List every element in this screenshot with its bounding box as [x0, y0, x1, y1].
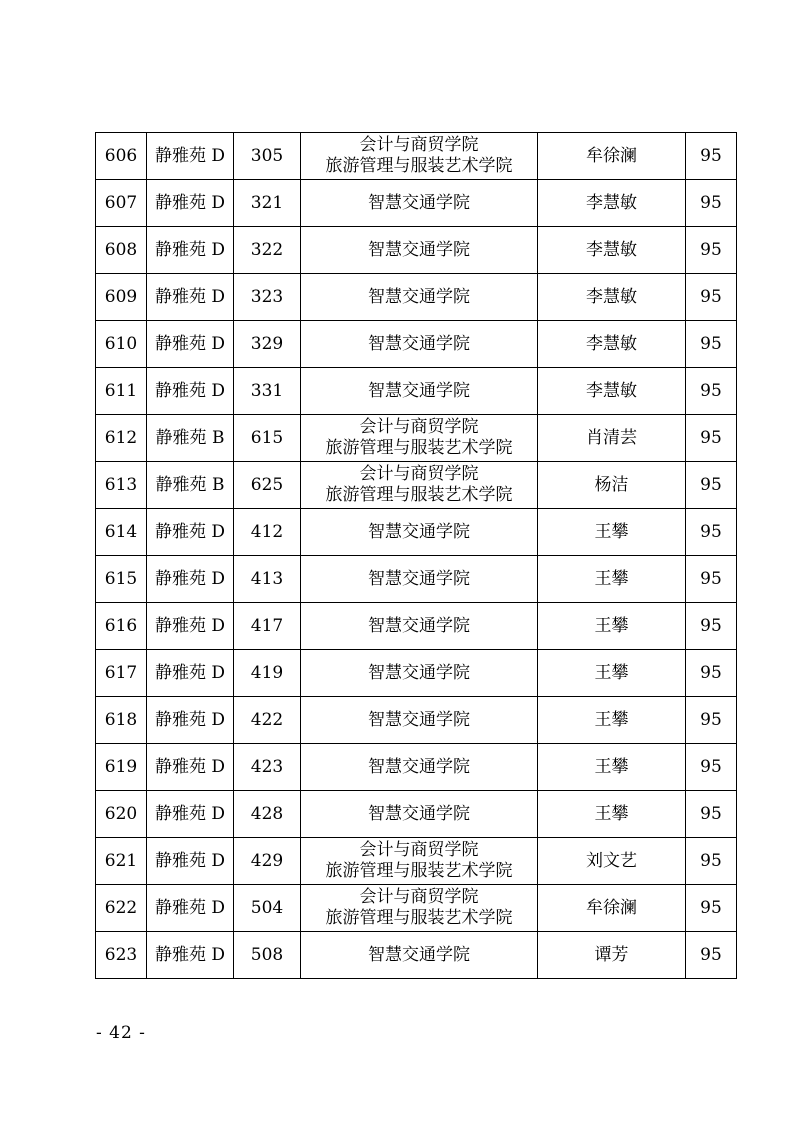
cell-room: 305: [234, 133, 301, 180]
cell-college: [301, 133, 538, 180]
cell-building: 静雅苑 D: [147, 932, 234, 979]
college-line: 智慧交通学院: [368, 380, 470, 401]
cell-building: 静雅苑 D: [147, 133, 234, 180]
cell-room: 422: [234, 697, 301, 744]
college-line: 智慧交通学院: [368, 192, 470, 213]
cell-index: 623: [96, 932, 147, 979]
cell-score: 95: [686, 227, 737, 274]
cell-college: [301, 885, 538, 932]
college-line: 旅游管理与服装艺术学院: [325, 156, 513, 176]
cell-building: 静雅苑 D: [147, 885, 234, 932]
cell-person: 王攀: [538, 697, 686, 744]
cell-index: 620: [96, 791, 147, 838]
table-row: [96, 180, 737, 227]
cell-index: 617: [96, 650, 147, 697]
cell-room: 423: [234, 744, 301, 791]
college-line: 会计与商贸学院: [359, 464, 479, 484]
table-row: [96, 603, 737, 650]
cell-score: 95: [686, 415, 737, 462]
cell-building: 静雅苑 D: [147, 697, 234, 744]
cell-building: 静雅苑 D: [147, 791, 234, 838]
cell-college: [301, 697, 538, 744]
cell-score: 95: [686, 180, 737, 227]
college-line: 智慧交通学院: [368, 568, 470, 589]
cell-college: [301, 462, 538, 509]
cell-person: 王攀: [538, 744, 686, 791]
cell-index: 616: [96, 603, 147, 650]
cell-index: 614: [96, 509, 147, 556]
cell-building: 静雅苑 D: [147, 556, 234, 603]
cell-score: 95: [686, 838, 737, 885]
cell-score: 95: [686, 368, 737, 415]
cell-score: 95: [686, 462, 737, 509]
college-line: 旅游管理与服装艺术学院: [325, 908, 513, 928]
cell-room: 508: [234, 932, 301, 979]
table-row: [96, 932, 737, 979]
table-body: [96, 133, 737, 979]
cell-person: 牟徐澜: [538, 133, 686, 180]
cell-building: 静雅苑 D: [147, 368, 234, 415]
cell-index: 612: [96, 415, 147, 462]
cell-score: 95: [686, 932, 737, 979]
cell-college: [301, 744, 538, 791]
table-row: [96, 838, 737, 885]
page-number: - 42 -: [96, 1023, 146, 1043]
cell-score: 95: [686, 603, 737, 650]
cell-college: [301, 274, 538, 321]
cell-building: 静雅苑 D: [147, 509, 234, 556]
college-line: 智慧交通学院: [368, 333, 470, 354]
cell-person: 王攀: [538, 791, 686, 838]
cell-building: 静雅苑 D: [147, 650, 234, 697]
table-row: [96, 133, 737, 180]
cell-score: 95: [686, 274, 737, 321]
table-row: [96, 227, 737, 274]
cell-person: 肖清芸: [538, 415, 686, 462]
cell-college: [301, 321, 538, 368]
table-row: [96, 509, 737, 556]
cell-college: [301, 838, 538, 885]
cell-building: 静雅苑 B: [147, 415, 234, 462]
cell-college: [301, 603, 538, 650]
cell-college: [301, 415, 538, 462]
college-line: 会计与商贸学院: [359, 135, 479, 155]
college-line: 智慧交通学院: [368, 756, 470, 777]
cell-college: [301, 932, 538, 979]
cell-person: 刘文艺: [538, 838, 686, 885]
table-row: [96, 697, 737, 744]
cell-score: 95: [686, 744, 737, 791]
cell-room: 331: [234, 368, 301, 415]
college-line: 旅游管理与服装艺术学院: [325, 485, 513, 505]
table-row: [96, 274, 737, 321]
table-row: [96, 744, 737, 791]
cell-index: 609: [96, 274, 147, 321]
cell-score: 95: [686, 650, 737, 697]
cell-room: 429: [234, 838, 301, 885]
cell-index: 619: [96, 744, 147, 791]
college-line: 智慧交通学院: [368, 615, 470, 636]
cell-room: 413: [234, 556, 301, 603]
cell-building: 静雅苑 D: [147, 744, 234, 791]
cell-score: 95: [686, 509, 737, 556]
table-row: [96, 556, 737, 603]
cell-building: 静雅苑 B: [147, 462, 234, 509]
cell-score: 95: [686, 697, 737, 744]
college-line: 智慧交通学院: [368, 521, 470, 542]
cell-college: [301, 368, 538, 415]
table-row: [96, 415, 737, 462]
cell-room: 625: [234, 462, 301, 509]
cell-index: 613: [96, 462, 147, 509]
cell-building: 静雅苑 D: [147, 603, 234, 650]
table-row: [96, 791, 737, 838]
cell-person: 李慧敏: [538, 227, 686, 274]
college-line: 会计与商贸学院: [359, 840, 479, 860]
cell-index: 611: [96, 368, 147, 415]
cell-building: 静雅苑 D: [147, 227, 234, 274]
dormitory-score-table: [95, 132, 737, 979]
cell-room: 615: [234, 415, 301, 462]
cell-college: [301, 180, 538, 227]
cell-index: 618: [96, 697, 147, 744]
table-row: [96, 462, 737, 509]
table-row: [96, 885, 737, 932]
college-line: 旅游管理与服装艺术学院: [325, 438, 513, 458]
cell-building: 静雅苑 D: [147, 838, 234, 885]
cell-score: 95: [686, 133, 737, 180]
college-line: 智慧交通学院: [368, 709, 470, 730]
cell-index: 622: [96, 885, 147, 932]
cell-person: 王攀: [538, 650, 686, 697]
cell-person: 李慧敏: [538, 321, 686, 368]
cell-college: [301, 556, 538, 603]
cell-person: 王攀: [538, 509, 686, 556]
college-line: 智慧交通学院: [368, 803, 470, 824]
table-row: [96, 650, 737, 697]
college-line: 旅游管理与服装艺术学院: [325, 861, 513, 881]
cell-person: 牟徐澜: [538, 885, 686, 932]
table-row: [96, 368, 737, 415]
cell-person: 王攀: [538, 603, 686, 650]
cell-room: 323: [234, 274, 301, 321]
cell-person: 王攀: [538, 556, 686, 603]
cell-score: 95: [686, 321, 737, 368]
cell-room: 428: [234, 791, 301, 838]
cell-room: 321: [234, 180, 301, 227]
cell-index: 621: [96, 838, 147, 885]
cell-score: 95: [686, 556, 737, 603]
college-line: 智慧交通学院: [368, 239, 470, 260]
cell-person: 李慧敏: [538, 274, 686, 321]
cell-room: 417: [234, 603, 301, 650]
cell-index: 606: [96, 133, 147, 180]
college-line: 智慧交通学院: [368, 662, 470, 683]
cell-building: 静雅苑 D: [147, 180, 234, 227]
cell-person: 杨洁: [538, 462, 686, 509]
cell-person: 李慧敏: [538, 180, 686, 227]
cell-person: 谭芳: [538, 932, 686, 979]
college-line: 智慧交通学院: [368, 944, 470, 965]
table-row: [96, 321, 737, 368]
cell-building: 静雅苑 D: [147, 274, 234, 321]
cell-room: 322: [234, 227, 301, 274]
college-line: 会计与商贸学院: [359, 417, 479, 437]
cell-room: 504: [234, 885, 301, 932]
cell-person: 李慧敏: [538, 368, 686, 415]
cell-building: 静雅苑 D: [147, 321, 234, 368]
college-line: 智慧交通学院: [368, 286, 470, 307]
cell-room: 329: [234, 321, 301, 368]
cell-room: 419: [234, 650, 301, 697]
cell-college: [301, 509, 538, 556]
cell-index: 610: [96, 321, 147, 368]
cell-college: [301, 650, 538, 697]
cell-room: 412: [234, 509, 301, 556]
cell-college: [301, 791, 538, 838]
cell-score: 95: [686, 791, 737, 838]
cell-index: 615: [96, 556, 147, 603]
cell-index: 608: [96, 227, 147, 274]
cell-college: [301, 227, 538, 274]
college-line: 会计与商贸学院: [359, 887, 479, 907]
cell-score: 95: [686, 885, 737, 932]
cell-index: 607: [96, 180, 147, 227]
